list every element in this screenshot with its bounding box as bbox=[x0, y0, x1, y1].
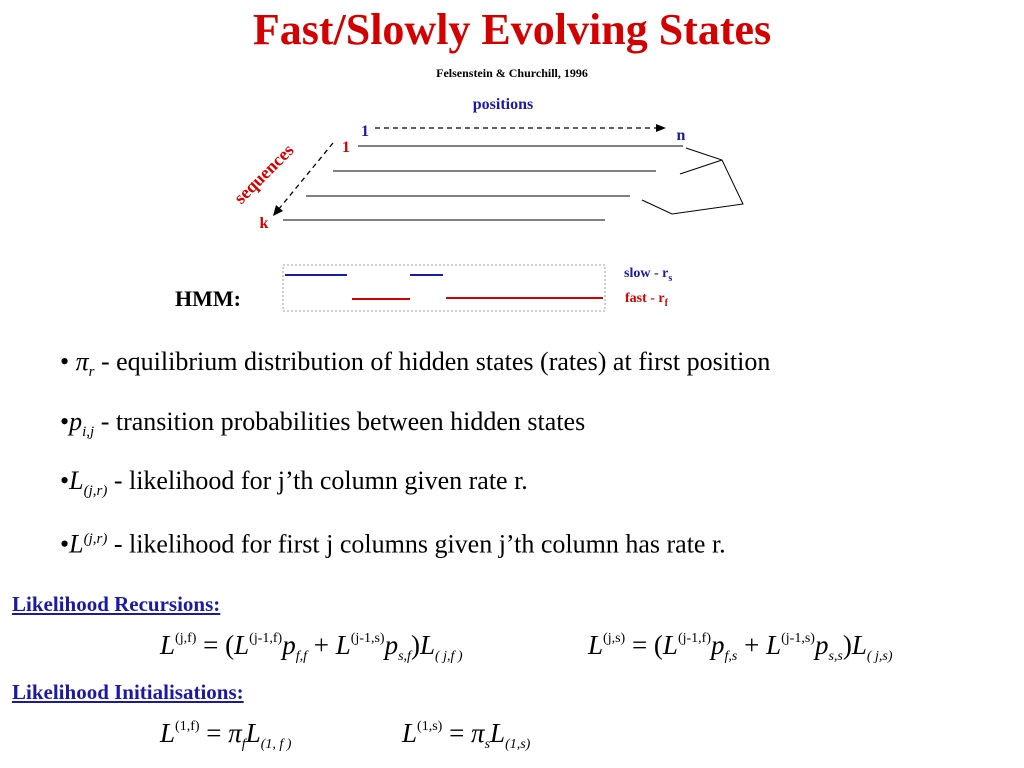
init-formula-slow bbox=[402, 718, 531, 752]
slow-legend bbox=[624, 266, 672, 284]
recursion-formula-slow bbox=[588, 630, 893, 664]
formula-symbol: L bbox=[766, 630, 782, 660]
initialisations-heading: Likelihood Initialisations: bbox=[12, 680, 244, 704]
l-symbol: L bbox=[69, 529, 84, 559]
bullet-text: - transition probabilities between hidden states bbox=[94, 407, 586, 436]
sequence-bracket bbox=[680, 160, 722, 174]
formula-operator: = ( bbox=[625, 630, 663, 660]
bullet-text: - likelihood for j’th column given rate r. bbox=[107, 466, 528, 495]
slide-title: Fast/Slowly Evolving States bbox=[252, 5, 772, 54]
l-symbol: L bbox=[69, 466, 84, 495]
sequences-label: sequences bbox=[229, 139, 298, 208]
formula-sub: ( j,s) bbox=[866, 649, 893, 664]
formula-symbol: L bbox=[234, 630, 250, 660]
formula-symbol: π bbox=[471, 718, 485, 748]
hmm-strip bbox=[283, 265, 605, 311]
formula-operator: + bbox=[307, 630, 336, 660]
formula-sup: (j-1,f) bbox=[677, 631, 711, 646]
formula-operator: ) bbox=[410, 630, 420, 660]
formula-sub: (1, f ) bbox=[260, 737, 292, 752]
bullet-l-prefix bbox=[60, 524, 726, 560]
bullet-l-column bbox=[60, 466, 528, 506]
fast-legend-sub: f bbox=[664, 297, 668, 309]
formula-sub: ( j,f ) bbox=[434, 649, 463, 664]
bullet-text: - likelihood for first j columns given j’th column has rate r. bbox=[107, 529, 726, 559]
formula-operator: = ( bbox=[196, 630, 235, 660]
bullet-marker: • bbox=[60, 347, 70, 376]
formula-symbol: L bbox=[588, 630, 604, 660]
formula-sup: (j-1,s) bbox=[350, 631, 385, 646]
bullet-marker: • bbox=[60, 407, 70, 436]
formula-symbol: L bbox=[490, 718, 506, 748]
bullet-p bbox=[60, 407, 585, 447]
alignment-diagram bbox=[0, 0, 1024, 330]
formula-symbol: L bbox=[851, 630, 867, 660]
formula-sup: (j,f) bbox=[175, 631, 197, 646]
formula-symbol: p bbox=[814, 630, 829, 660]
l-superscript: (j,r) bbox=[83, 531, 108, 547]
formula-sub: (1,s) bbox=[505, 737, 531, 752]
sequence-bracket bbox=[642, 148, 743, 214]
formula-sub: s,s bbox=[828, 649, 843, 664]
formula-operator: = bbox=[199, 718, 229, 748]
sequence-end-label: k bbox=[259, 215, 269, 232]
pi-subscript: r bbox=[88, 364, 95, 381]
position-start-label: 1 bbox=[361, 123, 369, 140]
formula-operator: + bbox=[737, 630, 767, 660]
formula-sup: (j-1,f) bbox=[249, 631, 283, 646]
formula-symbol: L bbox=[402, 718, 418, 748]
bullet-marker: • bbox=[60, 466, 70, 495]
position-end-label: n bbox=[676, 127, 686, 144]
formula-symbol: L bbox=[160, 630, 176, 660]
slow-legend-text: slow - r bbox=[624, 266, 669, 281]
sequence-start-label: 1 bbox=[342, 139, 350, 156]
slide-subtitle: Felsenstein & Churchill, 1996 bbox=[436, 66, 588, 80]
formula-sup: (j,s) bbox=[603, 631, 626, 646]
formula-operator: ) bbox=[842, 630, 852, 660]
formula-sup: (1,f) bbox=[175, 719, 200, 734]
positions-label: positions bbox=[472, 96, 534, 113]
formula-symbol: p bbox=[711, 630, 725, 660]
recursion-formula-fast bbox=[160, 630, 463, 664]
formula-symbol: L bbox=[419, 630, 435, 660]
recursions-heading: Likelihood Recursions: bbox=[12, 592, 221, 616]
bullet-text: - equilibrium distribution of hidden states (rates) at first position bbox=[94, 347, 771, 376]
formula-sub: f,s bbox=[724, 649, 738, 664]
formula-symbol: L bbox=[662, 630, 678, 660]
formula-sup: (j-1,s) bbox=[781, 631, 815, 646]
formula-sub: f bbox=[241, 737, 246, 752]
formula-symbol: L bbox=[160, 718, 176, 748]
formula-symbol: p bbox=[384, 630, 399, 660]
p-subscript: i,j bbox=[82, 424, 95, 441]
formula-operator: = bbox=[442, 718, 472, 748]
formula-sub: f,f bbox=[295, 649, 307, 664]
formula-symbol: p bbox=[282, 630, 296, 660]
bullet-marker: • bbox=[60, 529, 70, 559]
fast-legend bbox=[625, 291, 668, 309]
positions-arrowhead bbox=[656, 124, 666, 132]
init-formula-fast bbox=[160, 718, 292, 752]
formula-symbol: π bbox=[228, 718, 242, 748]
fast-legend-text: fast - r bbox=[625, 291, 665, 306]
pi-symbol: π bbox=[75, 347, 89, 376]
formula-symbol: L bbox=[335, 630, 351, 660]
formula-sup: (1,s) bbox=[417, 719, 443, 734]
hmm-label: HMM: bbox=[175, 286, 241, 311]
p-symbol: p bbox=[69, 407, 83, 436]
formula-sub: s bbox=[484, 737, 491, 752]
l-subscript: (j,r) bbox=[83, 483, 108, 500]
slow-legend-sub: s bbox=[668, 272, 673, 284]
formula-symbol: L bbox=[245, 718, 261, 748]
formula-sub: s,f bbox=[398, 649, 411, 664]
bullet-pi bbox=[60, 347, 770, 387]
